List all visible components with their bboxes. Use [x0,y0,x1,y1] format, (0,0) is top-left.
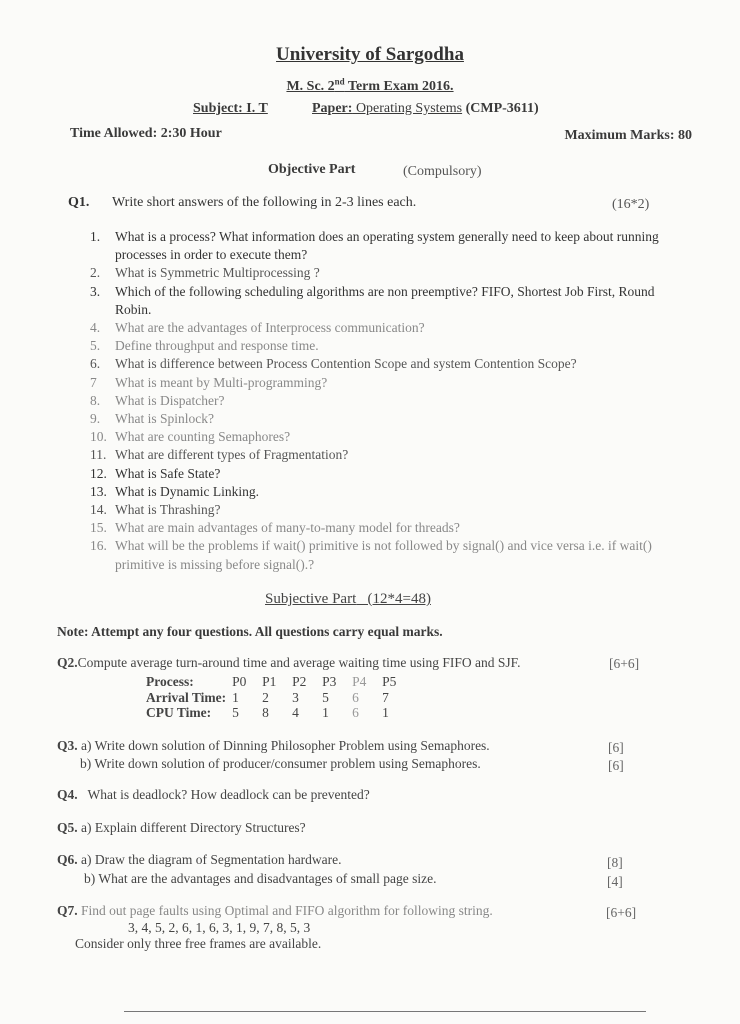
subjective-heading [265,591,431,608]
list-item [90,355,690,373]
list-item [90,283,690,319]
exam-suffix: Term Exam 2016. [344,78,454,94]
list-item [90,483,690,501]
list-item [90,446,690,464]
item-text: Define throughput and response time. [115,338,319,354]
q4-text: What is deadlock? How deadlock can be prevented? [87,787,370,802]
q3-b-marks: [6] [608,758,624,773]
table-cell: P5 [382,674,397,689]
table-cell: 5 [322,689,329,705]
list-item [90,537,690,573]
item-number: 6. [90,356,101,372]
q5-question [57,820,306,836]
item-number: 4. [90,320,101,336]
item-text: What is Dynamic Linking. [115,483,259,499]
table-row [146,690,412,706]
q7-reference-string: 3, 4, 5, 2, 6, 1, 6, 3, 1, 9, 7, 8, 5, 3 [128,920,311,935]
item-number: 7 [90,374,97,390]
table-cell: 8 [262,705,269,720]
q6-a-text: a) Draw the diagram of Segmentation hardware. [81,852,342,867]
q3-part-a [57,738,490,754]
bottom-divider [124,1011,646,1012]
subjective-marks: (12*4=48) [367,591,431,607]
subjective-note: Note: Attempt any four questions. All questions carry equal marks. [57,624,443,639]
table-cell: P3 [322,674,337,689]
q6-a-marks: [8] [607,855,623,870]
objective-heading: Objective Part [268,162,356,177]
table-cell: P4 [352,674,367,689]
q4-label: Q4. [57,787,78,802]
table-cell: 3 [292,689,299,705]
item-text: What is difference between Process Contention Scope and system Contention Scope? [115,356,577,372]
q6-part-a [57,852,342,868]
list-item [90,392,690,410]
list-item [90,337,690,355]
table-cell: 6 [352,705,359,720]
q7-label: Q7. [57,903,78,918]
item-text: What is Symmetric Multiprocessing ? [115,265,320,281]
q1-text: Write short answers of the following in 2-3 lines each. [112,195,417,210]
q2-marks: [6+6] [609,656,640,671]
table-cell: 1 [322,705,329,720]
item-number: 1. [90,229,101,244]
exam-sup: nd [334,76,345,86]
process-table [146,674,412,721]
list-item [90,428,690,446]
q6-label: Q6. [57,852,78,867]
table-row [146,705,412,721]
item-text: What is Thrashing? [115,502,221,518]
q6-part-b: b) What are the advantages and disadvantages of small page size. [84,871,437,886]
table-cell: P2 [292,674,307,689]
table-cell: 1 [382,705,389,720]
paper-label: Paper: [312,101,353,116]
q1-marks: (16*2) [612,197,650,212]
q2-question [57,655,520,671]
item-text: What is meant by Multi-programming? [115,374,328,390]
cpu-label: CPU Time: [146,705,212,720]
list-item [90,264,690,282]
table-cell: 5 [232,705,239,720]
item-number: 2. [90,265,101,281]
exam-prefix: M. Sc. 2 [286,78,335,94]
table-cell: 4 [292,705,299,720]
q3-part-b: b) Write down solution of producer/consumer problem using Semaphores. [80,756,481,771]
q2-label: Q2. [57,655,78,670]
time-allowed: Time Allowed: 2:30 Hour [70,126,222,141]
item-text: What is Safe State? [115,465,221,481]
table-cell: 6 [352,689,359,705]
table-cell: 2 [262,689,269,705]
university-title: University of Sargodha [276,44,464,65]
table-cell: 7 [382,689,389,705]
table-row [146,674,412,690]
q3-a-marks: [6] [608,740,624,755]
list-item [90,519,690,537]
list-item [90,319,690,337]
list-item [90,465,690,483]
q5-label: Q5. [57,820,78,835]
short-questions-list [90,228,690,574]
q1-label: Q1. [68,195,90,210]
item-number: 14. [90,502,107,518]
q7-text: Find out page faults using Optimal and FIFO algorithm for following string. [81,903,493,918]
maximum-marks: Maximum Marks: 80 [564,128,692,143]
process-label: Process: [146,674,194,689]
paper-code: (CMP-3611) [462,101,539,116]
item-number: 3. [90,283,101,299]
q7-question [57,903,493,919]
table-cell: P0 [232,674,247,689]
table-cell: 1 [232,689,239,705]
item-number: 8. [90,392,101,408]
item-number: 10. [90,429,107,445]
list-item [90,410,690,428]
q6-b-marks: [4] [607,874,623,889]
paper-name: Operating Systems [352,101,463,116]
item-text: What is a process? What information does an operating system generally need to keep about running processes in order to execute them? [115,229,659,263]
q3-label: Q3. [57,738,78,753]
item-number: 9. [90,411,101,427]
item-text: Which of the following scheduling algorithms are non preemptive? FIFO, Shortest Job First, Round Robin. [115,283,655,317]
paper-info [312,101,539,117]
q7-marks: [6+6] [606,905,637,920]
exam-title [0,76,740,95]
item-text: What is Dispatcher? [115,392,225,408]
item-number: 16. [90,538,107,554]
item-text: What are counting Semaphores? [115,429,291,445]
subjective-title: Subjective Part [265,591,357,607]
q5-text: a) Explain different Directory Structures? [81,820,306,835]
item-number: 15. [90,520,107,536]
q4-question [57,787,370,803]
arrival-label: Arrival Time: [146,689,227,705]
list-item [90,228,690,264]
table-cell: P1 [262,674,277,689]
list-item [90,374,690,392]
list-item [90,501,690,519]
item-number: 5. [90,338,101,354]
item-text: What are the advantages of Interprocess communication? [115,320,425,336]
item-number: 12. [90,465,107,481]
item-text: What will be the problems if wait() primitive is not followed by signal() and vice versa i.e. if wait() primitive is missing before signal().? [115,538,652,572]
objective-qualifier: (Compulsory) [403,164,482,179]
subject-label: Subject: I. T [193,101,268,116]
q1-instruction [68,195,416,211]
q7-note: Consider only three free frames are available. [75,936,322,951]
q3-a-text: a) Write down solution of Dinning Philosopher Problem using Semaphores. [81,738,490,753]
item-text: What are different types of Fragmentation? [115,447,349,463]
item-number: 11. [90,447,107,463]
item-text: What is Spinlock? [115,411,214,427]
item-number: 13. [90,483,107,499]
item-text: What are main advantages of many-to-many model for threads? [115,520,460,536]
q2-text: Compute average turn-around time and average waiting time using FIFO and SJF. [77,655,521,670]
